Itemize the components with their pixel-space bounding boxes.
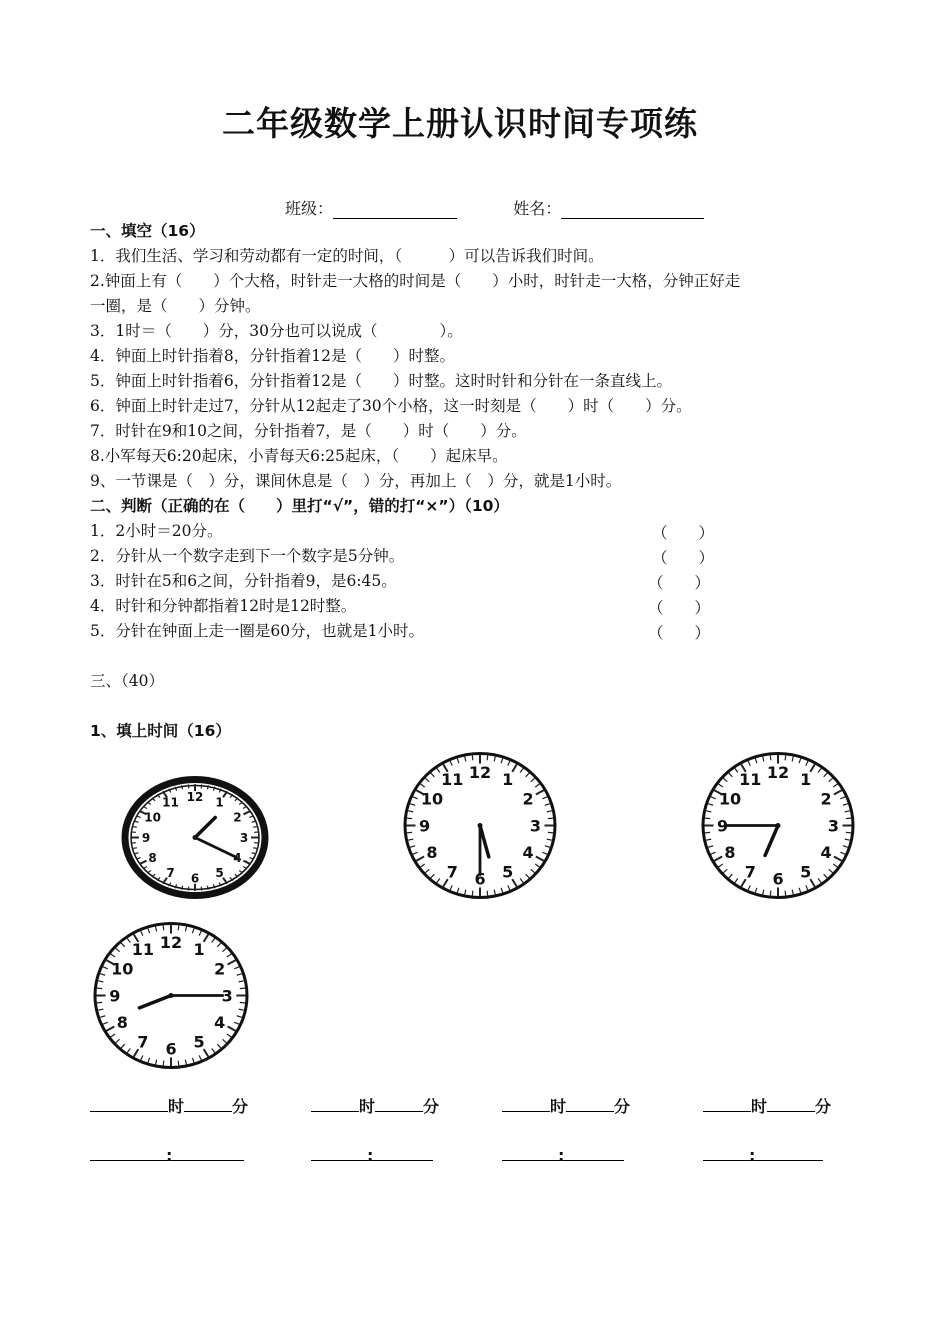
- clock-tick: [785, 755, 786, 760]
- clock-number: 11: [131, 940, 155, 960]
- digital-hour-blank[interactable]: [502, 1146, 558, 1161]
- fill-item: 8.小军每天6:20起床，小青每天6:25起床，（ ）起床早。: [90, 447, 508, 465]
- clock-tick: [487, 755, 488, 760]
- clock-tick: [178, 1061, 179, 1066]
- minute-label: 分: [815, 1097, 832, 1116]
- clock-number: 2: [233, 810, 242, 825]
- fill-item: 6．钟面上时针走过7，分针从12起走了30个小格，这一时刻是（ ）时（ ）分。: [90, 397, 692, 415]
- clock-number: 12: [186, 790, 204, 805]
- clock-tick: [163, 1061, 164, 1066]
- judge-answer-paren[interactable]: （ ）: [652, 524, 715, 542]
- clock-number: 12: [468, 762, 492, 782]
- clock-number: 12: [766, 762, 790, 782]
- minute-blank[interactable]: [566, 1097, 614, 1112]
- clock-tick: [253, 848, 258, 849]
- clock-number: 7: [137, 1032, 149, 1052]
- clock-tick: [770, 891, 771, 896]
- digital-minute-blank[interactable]: [373, 1146, 433, 1161]
- hour-blank[interactable]: [703, 1097, 751, 1112]
- clock-number: 12: [159, 932, 183, 952]
- clock-tick: [201, 887, 202, 891]
- clock-number: 3: [239, 830, 249, 845]
- clock-number: 4: [214, 1012, 226, 1032]
- clock-number: 1: [193, 940, 205, 960]
- hour-blank[interactable]: [311, 1097, 359, 1112]
- judge-answer-paren[interactable]: （ ）: [648, 574, 711, 592]
- digital-minute-blank[interactable]: [755, 1146, 823, 1161]
- clock-tick: [487, 891, 488, 896]
- clock-1: [120, 775, 270, 900]
- clock-tick: [201, 784, 202, 788]
- judge-item: 2．分针从一个数字走到下一个数字是5分钟。: [90, 547, 405, 565]
- clock-number: 6: [474, 869, 486, 889]
- clock-number: 3: [529, 816, 542, 836]
- clock-tick: [472, 891, 473, 896]
- colon: :: [166, 1146, 173, 1165]
- clock-number: 2: [820, 789, 832, 809]
- minute-label: 分: [423, 1097, 440, 1116]
- minute-blank[interactable]: [184, 1097, 232, 1112]
- clock-tick: [132, 826, 137, 827]
- clock-number: 7: [744, 862, 756, 882]
- judge-answer-paren[interactable]: （ ）: [648, 624, 711, 642]
- hour-label: 时: [751, 1097, 768, 1116]
- clock-number: 5: [215, 865, 224, 880]
- clock-number: 4: [820, 842, 832, 862]
- judge-item: 4．时针和分钟都指着12时是12时整。: [90, 597, 357, 615]
- class-blank[interactable]: [333, 202, 457, 219]
- digital-answer: [90, 1146, 244, 1165]
- name-blank[interactable]: [561, 202, 704, 219]
- clock-number: 8: [724, 842, 736, 862]
- clock-tick: [846, 832, 851, 833]
- clock-tick: [188, 784, 189, 788]
- clock-4: [90, 918, 252, 1073]
- clock-tick: [705, 832, 710, 833]
- digital-answer: [502, 1146, 624, 1165]
- clock-tick: [97, 988, 102, 989]
- clock-tick: [97, 1002, 102, 1003]
- clock-number: 10: [144, 810, 161, 825]
- clock-number: 9: [716, 816, 729, 836]
- clock-number: 3: [221, 986, 233, 1006]
- clock-number: 10: [420, 789, 444, 809]
- fill-item: 7．时针在9和10之间，分针指着7，是（ ）时（ ）分。: [90, 422, 527, 440]
- class-name-line: [285, 196, 704, 219]
- digital-hour-blank[interactable]: [703, 1146, 749, 1161]
- clock-number: 8: [148, 851, 157, 866]
- digital-hour-blank[interactable]: [90, 1146, 166, 1161]
- clock-number: 8: [116, 1012, 128, 1032]
- fill-item: 3．1时＝（ ）分，30分也可以说成（ ）。: [90, 322, 463, 340]
- name-label: 姓名：: [513, 199, 562, 218]
- clock-number: 7: [166, 865, 175, 880]
- clock-number: 11: [739, 770, 762, 790]
- clock-number: 9: [418, 816, 431, 836]
- colon: :: [367, 1146, 374, 1165]
- clock-tick: [188, 887, 189, 891]
- section2-heading: 二、判断（正确的在（ ）里打“√”，错的打“×”）（10）: [90, 497, 509, 515]
- answer-group: [311, 1094, 439, 1117]
- clock-2: [400, 748, 560, 903]
- answer-group: [502, 1094, 630, 1117]
- digital-answer: [703, 1146, 823, 1165]
- fill-item: 2.钟面上有（ ）个大格，时针走一大格的时间是（ ）小时，时针走一大格，分钟正好走: [90, 272, 741, 290]
- clock-number: 1: [502, 770, 514, 790]
- fill-item: 9、一节课是（ ）分，课间休息是（ ）分，再加上（ ）分，就是1小时。: [90, 472, 622, 490]
- clock-tick: [548, 832, 553, 833]
- judge-answer-paren[interactable]: （ ）: [648, 599, 711, 617]
- clock-tick: [705, 818, 710, 819]
- clock-number: 5: [502, 862, 514, 882]
- colon: :: [558, 1146, 565, 1165]
- clock-3: [698, 748, 858, 903]
- clock-number: 9: [109, 986, 121, 1006]
- hour-blank[interactable]: [502, 1097, 550, 1112]
- clock-number: 1: [215, 795, 224, 810]
- clock-number: 1: [800, 770, 812, 790]
- clock-tick: [846, 818, 851, 819]
- clock-number: 6: [772, 869, 784, 889]
- clock-tick: [163, 925, 164, 930]
- hour-label: 时: [359, 1097, 376, 1116]
- clock-tick: [253, 826, 258, 827]
- hour-blank[interactable]: [90, 1097, 168, 1112]
- clock-number: 2: [214, 959, 226, 979]
- section1-heading: 一、填空（16）: [90, 222, 205, 240]
- minute-blank[interactable]: [767, 1097, 815, 1112]
- judge-answer-paren[interactable]: （ ）: [652, 549, 715, 567]
- digital-minute-blank[interactable]: [564, 1146, 624, 1161]
- clock-tick: [785, 891, 786, 896]
- minute-label: 分: [614, 1097, 631, 1116]
- section3-sub-heading: 1、填上时间（16）: [90, 722, 231, 740]
- clock-number: 6: [165, 1039, 177, 1059]
- clock-tick: [407, 818, 412, 819]
- clock-tick: [132, 848, 137, 849]
- clock-number: 7: [446, 862, 458, 882]
- clock-tick: [240, 988, 245, 989]
- clock-tick: [178, 925, 179, 930]
- clock-number: 10: [718, 789, 742, 809]
- clock-number: 3: [827, 816, 840, 836]
- answer-group: [703, 1094, 831, 1117]
- fill-item: 一圈，是（ ）分钟。: [90, 297, 261, 315]
- answer-group: [90, 1094, 248, 1117]
- fill-item: 4．钟面上时针指着8，分针指着12是（ ）时整。: [90, 347, 455, 365]
- clock-number: 4: [233, 851, 242, 866]
- fill-item: 1．我们生活、学习和劳动都有一定的时间，（ ）可以告诉我们时间。: [90, 247, 604, 265]
- clock-tick: [240, 1002, 245, 1003]
- hour-label: 时: [168, 1097, 185, 1116]
- clock-number: 11: [441, 770, 464, 790]
- judge-item: 5．分针在钟面上走一圈是60分，也就是1小时。: [90, 622, 424, 640]
- colon: :: [749, 1146, 756, 1165]
- fill-item: 5．钟面上时针指着6，分针指着12是（ ）时整。这时时针和分针在一条直线上。: [90, 372, 672, 390]
- page-title: 二年级数学上册认识时间专项练: [222, 104, 698, 143]
- clock-number: 2: [522, 789, 534, 809]
- hour-label: 时: [550, 1097, 567, 1116]
- clock-number: 11: [162, 795, 179, 810]
- digital-answer: [311, 1146, 433, 1165]
- minute-blank[interactable]: [375, 1097, 423, 1112]
- judge-item: 1．2小时＝20分。: [90, 522, 223, 540]
- clock-number: 8: [426, 842, 438, 862]
- clock-number: 5: [800, 862, 812, 882]
- clock-tick: [770, 755, 771, 760]
- judge-item: 3．时针在5和6之间，分针指着9，是6:45。: [90, 572, 397, 590]
- digital-minute-blank[interactable]: [172, 1146, 244, 1161]
- digital-hour-blank[interactable]: [311, 1146, 367, 1161]
- clock-tick: [472, 755, 473, 760]
- clock-number: 5: [193, 1032, 205, 1052]
- clock-number: 6: [190, 871, 200, 886]
- clock-number: 9: [141, 830, 151, 845]
- clock-tick: [548, 818, 553, 819]
- class-label: 班级：: [285, 199, 334, 218]
- clock-number: 4: [522, 842, 534, 862]
- clock-number: 10: [111, 959, 134, 979]
- minute-label: 分: [232, 1097, 249, 1116]
- clock-tick: [407, 832, 412, 833]
- section3-heading: 三、（40）: [90, 672, 164, 690]
